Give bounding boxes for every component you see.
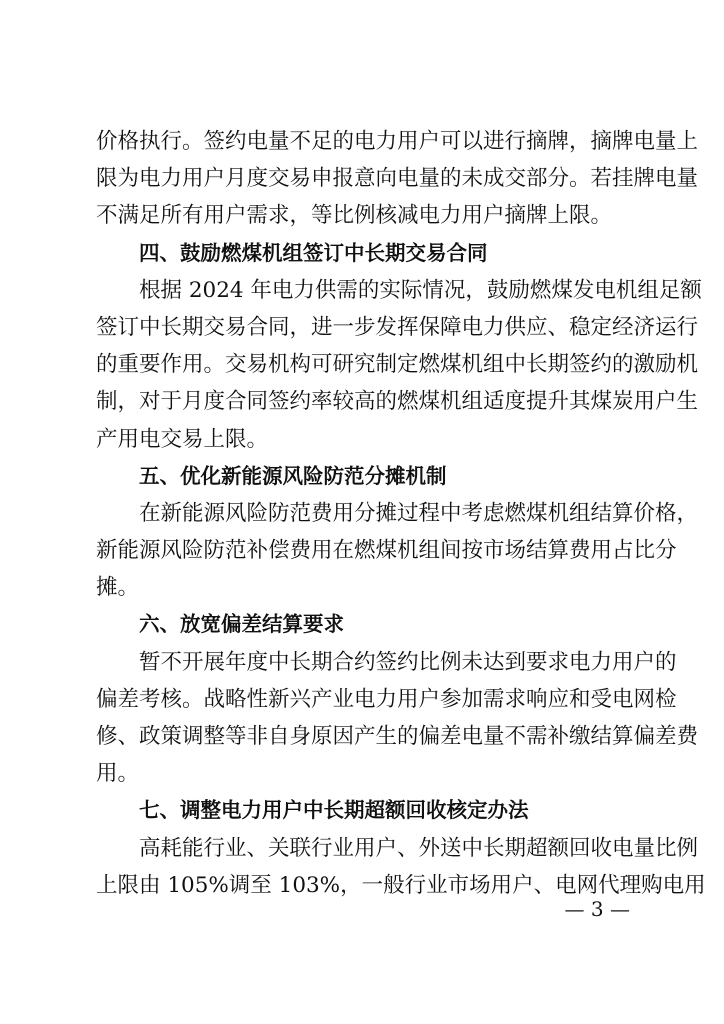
body-text-line: 价格执行。签约电量不足的电力用户可以进行摘牌，摘牌电量上 xyxy=(96,129,699,154)
section-heading: 四、鼓励燃煤机组签订中长期交易合同 xyxy=(139,240,488,265)
body-text-line: 用。 xyxy=(96,761,140,787)
body-text-line: 高耗能行业、关联行业用户、外送中长期超额回收电量比例 xyxy=(139,835,699,861)
section-heading: 七、调整电力用户中长期超额回收核定办法 xyxy=(139,798,529,823)
section-heading: 六、放宽偏差结算要求 xyxy=(139,612,344,637)
body-text-line: 不满足所有用户需求，等比例核减电力用户摘牌上限。 xyxy=(96,203,613,229)
body-text-line: 签订中长期交易合同，进一步发挥保障电力供应、稳定经济运行 xyxy=(96,314,699,340)
body-text-line: 在新能源风险防范费用分摊过程中考虑燃煤机组结算价格， xyxy=(139,500,699,526)
body-text-line: 限为电力用户月度交易申报意向电量的未成交部分。若挂牌电量 xyxy=(96,166,699,192)
body-text-line: 制，对于月度合同签约率较高的燃煤机组适度提升其煤炭用户生 xyxy=(96,389,699,415)
body-text-line: 上限由 105%调至 103%，一般行业市场用户、电网代理购电用 xyxy=(96,872,706,898)
body-text-line: 偏差考核。战略性新兴产业电力用户参加需求响应和受电网检 xyxy=(96,686,677,712)
paragraph-continuation xyxy=(96,123,699,235)
body-text-line: 产用电交易上限。 xyxy=(96,426,269,452)
body-text-line: 新能源风险防范补偿费用在燃煤机组间按市场结算费用占比分 xyxy=(96,538,677,564)
section-5 xyxy=(96,458,699,607)
section-4 xyxy=(96,235,702,458)
section-6 xyxy=(96,606,699,792)
section-heading: 五、优化新能源风险防范分摊机制 xyxy=(139,463,447,488)
body-text-line: 修、政策调整等非自身原因产生的偏差电量不需补缴结算偏差费 xyxy=(96,724,699,749)
body-text-line: 摊。 xyxy=(96,575,140,601)
body-text-line: 根据 2024 年电力供需的实际情况，鼓励燃煤发电机组足额 xyxy=(139,277,702,303)
body-text-line: 暂不开展年度中长期合约签约比例未达到要求电力用户的 xyxy=(139,649,677,675)
body-text-line: 的重要作用。交易机构可研究制定燃煤机组中长期签约的激励机 xyxy=(96,352,699,378)
section-7 xyxy=(96,792,706,904)
page-number: — 3 — xyxy=(564,897,630,921)
document-body xyxy=(96,123,706,904)
